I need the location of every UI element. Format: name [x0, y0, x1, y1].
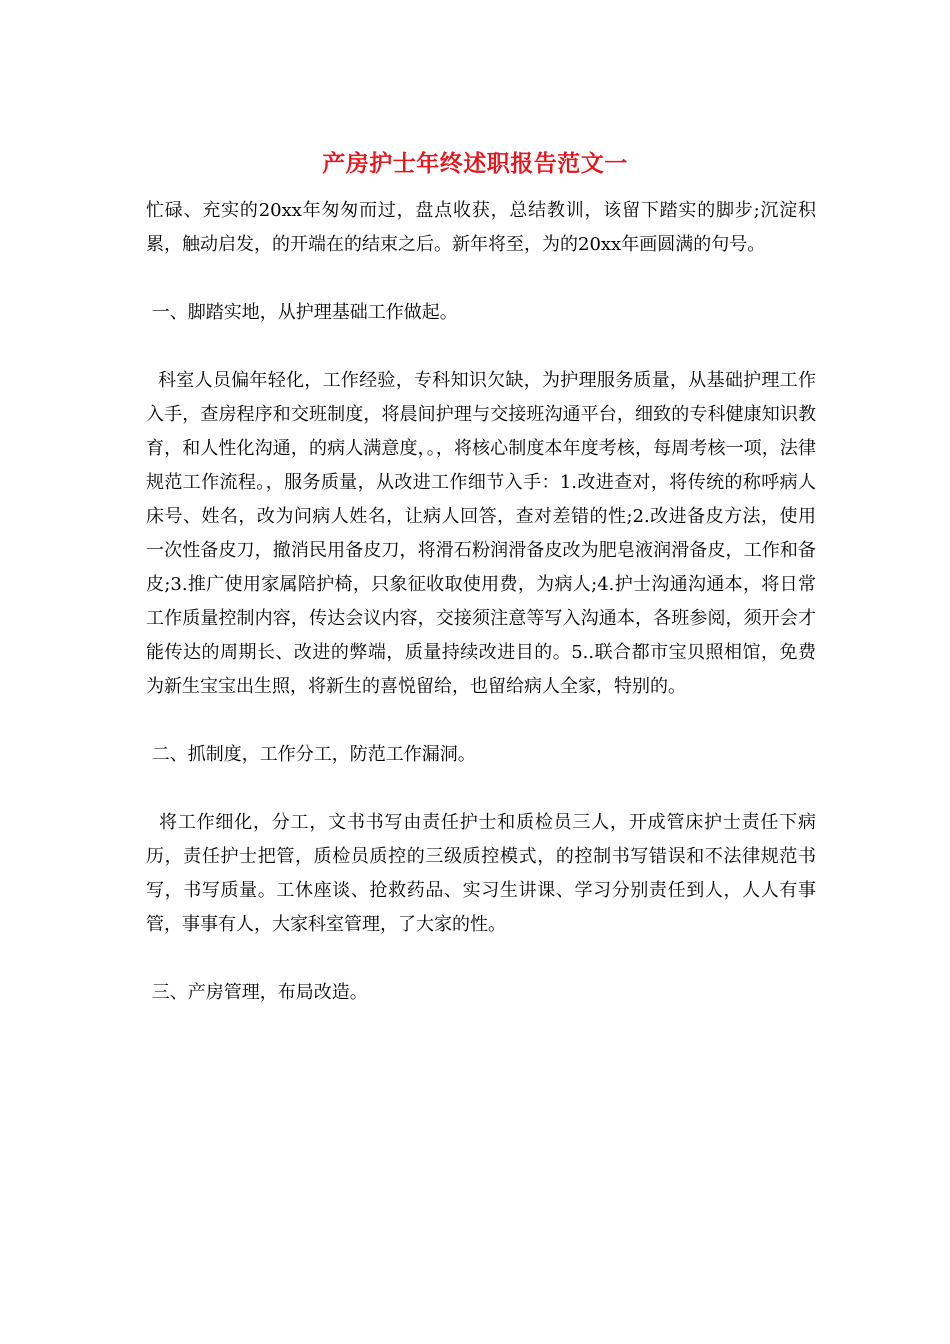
paragraph-intro: 忙碌、充实的20xx年匆匆而过，盘点收获，总结教训，该留下踏实的脚步;沉淀积累，触动启发，的开端在的结束之后。新年将至，为的20xx年画圆满的句号。 — [146, 200, 816, 255]
document-title: 产房护士年终述职报告范文一 — [322, 150, 628, 177]
paragraph-section-2: 将工作细化，分工，文书书写由责任护士和质检员三人，开成管床护士责任下病历，责任护士把管，质检员质控的三级质控模式，的控制书写错误和不法律规范书写，书写质量。工休座谈、抢救药品、实习生讲课、学习分别责任到人，人人有事管，事事有人，大家科室管理，了大家的性。 — [146, 812, 816, 935]
paragraph-gap — [146, 772, 816, 806]
section-heading-3: 三、产房管理，布局改造。 — [146, 982, 368, 1003]
paragraph-gap — [146, 262, 816, 296]
paragraph-gap — [146, 330, 816, 364]
document-body — [146, 194, 816, 1010]
paragraph-gap — [146, 942, 816, 976]
section-heading-2: 二、抓制度，工作分工，防范工作漏洞。 — [146, 744, 476, 765]
paragraph-gap — [146, 704, 816, 738]
section-heading-1: 一、脚踏实地，从护理基础工作做起。 — [146, 302, 458, 323]
paragraph-section-1: 科室人员偏年轻化，工作经验，专科知识欠缺，为护理服务质量，从基础护理工作入手，查房程序和交班制度，将晨间护理与交接班沟通平台，细致的专科健康知识教育，和人性化沟通，的病人满意度，。，将核心制度本年度考核，每周考核一项，法律规范工作流程。，服务质量，从改进工作细节入手：1.改进查对，将传统的称呼病人床号、姓名，改为问病人姓名，让病人回答，查对差错的性;2.改进备皮方法，使用一次性备皮刀，撤消民用备皮刀，将滑石粉润滑备皮改为肥皂液润滑备皮，工作和备皮;3.推广使用家属陪护椅，只象征收取使用费，为病人;4.护士沟通沟通本，将日常工作质量控制内容，传达会议内容，交接须注意等写入沟通本，各班参阅，须开会才能传达的周期长、改进的弊端，质量持续改进目的。5..联合都市宝贝照相馆，免费为新生宝宝出生照，将新生的喜悦留给，也留给病人全家，特别的。 — [146, 370, 816, 697]
